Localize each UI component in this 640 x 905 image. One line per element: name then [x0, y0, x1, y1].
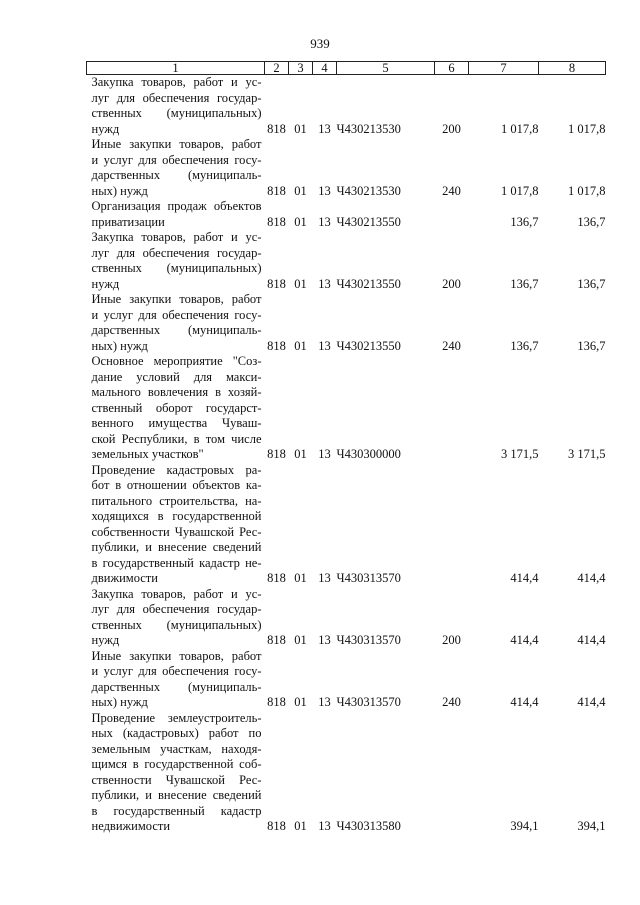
- section-code-cell: 01: [294, 121, 307, 136]
- item-name-line: ных (кадастровых) работ по: [91, 726, 262, 740]
- item-name-cell: [87, 649, 265, 711]
- item-name-line: и услуг для обеспечения госу-: [91, 664, 262, 678]
- ministry-code-cell: 818: [267, 214, 286, 229]
- item-name-line: дание условий для макси-: [91, 369, 262, 384]
- item-name-line: луг для обеспечения государ-: [91, 602, 262, 616]
- item-name-line: ской Республики, в том числе: [91, 431, 262, 446]
- item-name-line: бот в отношении объектов ка-: [91, 478, 262, 492]
- table-row: [87, 649, 606, 711]
- expense-type-cell: [435, 354, 469, 463]
- amount-cell: 136,7: [577, 214, 606, 229]
- amount-cell: 136,7: [510, 276, 539, 291]
- ministry-code-cell: 818: [267, 276, 286, 291]
- target-article-cell: Ч430313570: [336, 633, 401, 647]
- expense-type-cell: 240: [442, 338, 461, 353]
- item-name-line: мального вовлечения в хозяй-: [91, 385, 262, 399]
- amount-cell: 1 017,8: [568, 183, 606, 198]
- amount-cell: 414,4: [510, 571, 539, 585]
- expense-type-cell: 200: [442, 276, 461, 291]
- item-name-line: Основное мероприятие "Соз-: [91, 354, 262, 368]
- item-name-line: Проведение кадастровых ра-: [91, 462, 262, 477]
- table-body: [87, 75, 606, 835]
- amount-cell: 3 171,5: [568, 447, 606, 461]
- table-row: [87, 587, 606, 649]
- item-name-line: Организация продаж объектов: [91, 199, 262, 213]
- table-row: [87, 199, 606, 230]
- item-name-line: ходящихся в государственной: [91, 509, 262, 523]
- item-name-line: в государственный кадастр не-: [91, 555, 262, 570]
- table-row: [87, 292, 606, 354]
- amount-cell: 414,4: [577, 571, 606, 585]
- item-name-line: ных) нужд: [91, 183, 148, 198]
- item-name-cell: [87, 463, 265, 587]
- target-article-cell: Ч430300000: [336, 447, 401, 461]
- item-name-line: Иные закупки товаров, работ: [91, 137, 262, 151]
- item-name-line: венного имущества Чуваш-: [91, 416, 262, 430]
- amount-cell: 1 017,8: [568, 121, 606, 136]
- target-article-cell: Ч430213550: [336, 214, 401, 229]
- target-article-cell: Ч430313580: [336, 819, 401, 833]
- item-name-line: Закупка товаров, работ и ус-: [91, 586, 262, 601]
- section-code-cell: 01: [294, 447, 307, 461]
- amount-cell: 136,7: [510, 214, 539, 229]
- item-name-line: недвижимости: [91, 819, 171, 833]
- amount-cell: 3 171,5: [501, 447, 539, 461]
- section-code-cell: 01: [294, 276, 307, 291]
- table-row: [87, 75, 606, 138]
- target-article-cell: Ч430213530: [336, 121, 401, 136]
- expense-type-cell: [435, 463, 469, 587]
- item-name-line: ственный оборот государст-: [91, 400, 262, 415]
- item-name-line: дарственных (муниципаль-: [91, 679, 262, 694]
- item-name-line: Иные закупки товаров, работ: [91, 292, 262, 306]
- column-header-7: 7: [469, 62, 539, 75]
- expense-type-cell: 200: [442, 633, 461, 647]
- amount-cell: 1 017,8: [501, 183, 539, 198]
- target-article-cell: Ч430313570: [336, 571, 401, 585]
- subsection-code-cell: 13: [318, 819, 331, 833]
- budget-table: [86, 61, 606, 835]
- table-row: [87, 137, 606, 199]
- table-row: [87, 463, 606, 587]
- amount-cell: 1 017,8: [501, 121, 539, 136]
- item-name-line: ственности Чувашской Рес-: [91, 772, 262, 787]
- subsection-code-cell: 13: [318, 633, 331, 647]
- column-header-8: 8: [539, 62, 606, 75]
- subsection-code-cell: 13: [318, 121, 331, 136]
- ministry-code-cell: 818: [267, 819, 286, 833]
- amount-cell: 394,1: [577, 819, 606, 833]
- item-name-line: луг для обеспечения государ-: [91, 245, 262, 260]
- page-number: 939: [310, 36, 330, 51]
- section-code-cell: 01: [294, 633, 307, 647]
- ministry-code-cell: 818: [267, 338, 286, 353]
- item-name-line: ственных (муниципальных): [91, 106, 262, 120]
- item-name-line: собственности Чувашской Рес-: [91, 524, 262, 539]
- expense-type-cell: [435, 199, 469, 230]
- section-code-cell: 01: [294, 695, 307, 709]
- amount-cell: 136,7: [577, 276, 606, 291]
- expense-type-cell: 200: [442, 121, 461, 136]
- header-row: [87, 62, 606, 75]
- table-row: [87, 711, 606, 835]
- amount-cell: 414,4: [577, 633, 606, 647]
- subsection-code-cell: 13: [318, 695, 331, 709]
- section-code-cell: 01: [294, 819, 307, 833]
- item-name-cell: [87, 711, 265, 835]
- item-name-line: Закупка товаров, работ и ус-: [91, 230, 262, 244]
- item-name-line: в государственный кадастр: [91, 803, 262, 818]
- target-article-cell: Ч430213550: [336, 338, 401, 353]
- item-name-cell: [87, 75, 265, 138]
- column-header-2: 2: [265, 62, 289, 75]
- expense-type-cell: 240: [442, 183, 461, 198]
- ministry-code-cell: 818: [267, 633, 286, 647]
- item-name-cell: [87, 587, 265, 649]
- item-name-cell: [87, 354, 265, 463]
- column-header-1: 1: [87, 62, 265, 75]
- section-code-cell: 01: [294, 183, 307, 198]
- ministry-code-cell: 818: [267, 695, 286, 709]
- item-name-line: и услуг для обеспечения госу-: [91, 152, 262, 167]
- amount-cell: 136,7: [510, 338, 539, 353]
- ministry-code-cell: 818: [267, 183, 286, 198]
- item-name-cell: [87, 230, 265, 292]
- item-name-line: нужд: [91, 633, 120, 647]
- item-name-line: щимся в государственной соб-: [91, 757, 262, 771]
- item-name-line: публики, и внесение сведений: [91, 788, 262, 802]
- target-article-cell: Ч430213550: [336, 276, 401, 291]
- item-name-line: нужд: [91, 276, 120, 291]
- item-name-line: ственных (муниципальных): [91, 261, 262, 275]
- item-name-cell: [87, 292, 265, 354]
- item-name-line: приватизации: [91, 214, 165, 229]
- amount-cell: 136,7: [577, 338, 606, 353]
- subsection-code-cell: 13: [318, 183, 331, 198]
- item-name-line: ных) нужд: [91, 338, 148, 353]
- item-name-line: ных) нужд: [91, 695, 148, 709]
- column-header-6: 6: [435, 62, 469, 75]
- subsection-code-cell: 13: [318, 276, 331, 291]
- target-article-cell: Ч430213530: [336, 183, 401, 198]
- subsection-code-cell: 13: [318, 338, 331, 353]
- item-name-line: и услуг для обеспечения госу-: [91, 307, 262, 322]
- item-name-line: дарственных (муниципаль-: [91, 323, 262, 337]
- amount-cell: 414,4: [577, 695, 606, 709]
- amount-cell: 414,4: [510, 695, 539, 709]
- table-row: [87, 230, 606, 292]
- expense-type-cell: 240: [442, 695, 461, 709]
- amount-cell: 394,1: [510, 819, 539, 833]
- item-name-line: земельных участков": [91, 447, 204, 461]
- section-code-cell: 01: [294, 571, 307, 585]
- expense-type-cell: [435, 711, 469, 835]
- item-name-line: Проведение землеустроитель-: [91, 710, 262, 725]
- item-name-cell: [87, 137, 265, 199]
- item-name-line: Закупка товаров, работ и ус-: [91, 75, 262, 89]
- item-name-line: публики, и внесение сведений: [91, 540, 262, 554]
- amount-cell: 414,4: [510, 633, 539, 647]
- item-name-line: дарственных (муниципаль-: [91, 168, 262, 182]
- item-name-line: питального строительства, на-: [91, 493, 262, 508]
- subsection-code-cell: 13: [318, 214, 331, 229]
- ministry-code-cell: 818: [267, 121, 286, 136]
- item-name-line: нужд: [91, 121, 120, 136]
- item-name-line: ственных (муниципальных): [91, 617, 262, 632]
- ministry-code-cell: 818: [267, 447, 286, 461]
- item-name-line: движимости: [91, 571, 158, 585]
- item-name-cell: [87, 199, 265, 230]
- column-header-4: 4: [313, 62, 337, 75]
- section-code-cell: 01: [294, 338, 307, 353]
- section-code-cell: 01: [294, 214, 307, 229]
- item-name-line: луг для обеспечения государ-: [91, 90, 262, 105]
- table-row: [87, 354, 606, 463]
- target-article-cell: Ч430313570: [336, 695, 401, 709]
- item-name-line: Иные закупки товаров, работ: [91, 648, 262, 663]
- subsection-code-cell: 13: [318, 571, 331, 585]
- column-header-5: 5: [337, 62, 435, 75]
- subsection-code-cell: 13: [318, 447, 331, 461]
- column-header-3: 3: [289, 62, 313, 75]
- ministry-code-cell: 818: [267, 571, 286, 585]
- item-name-line: земельным участкам, находя-: [91, 741, 262, 756]
